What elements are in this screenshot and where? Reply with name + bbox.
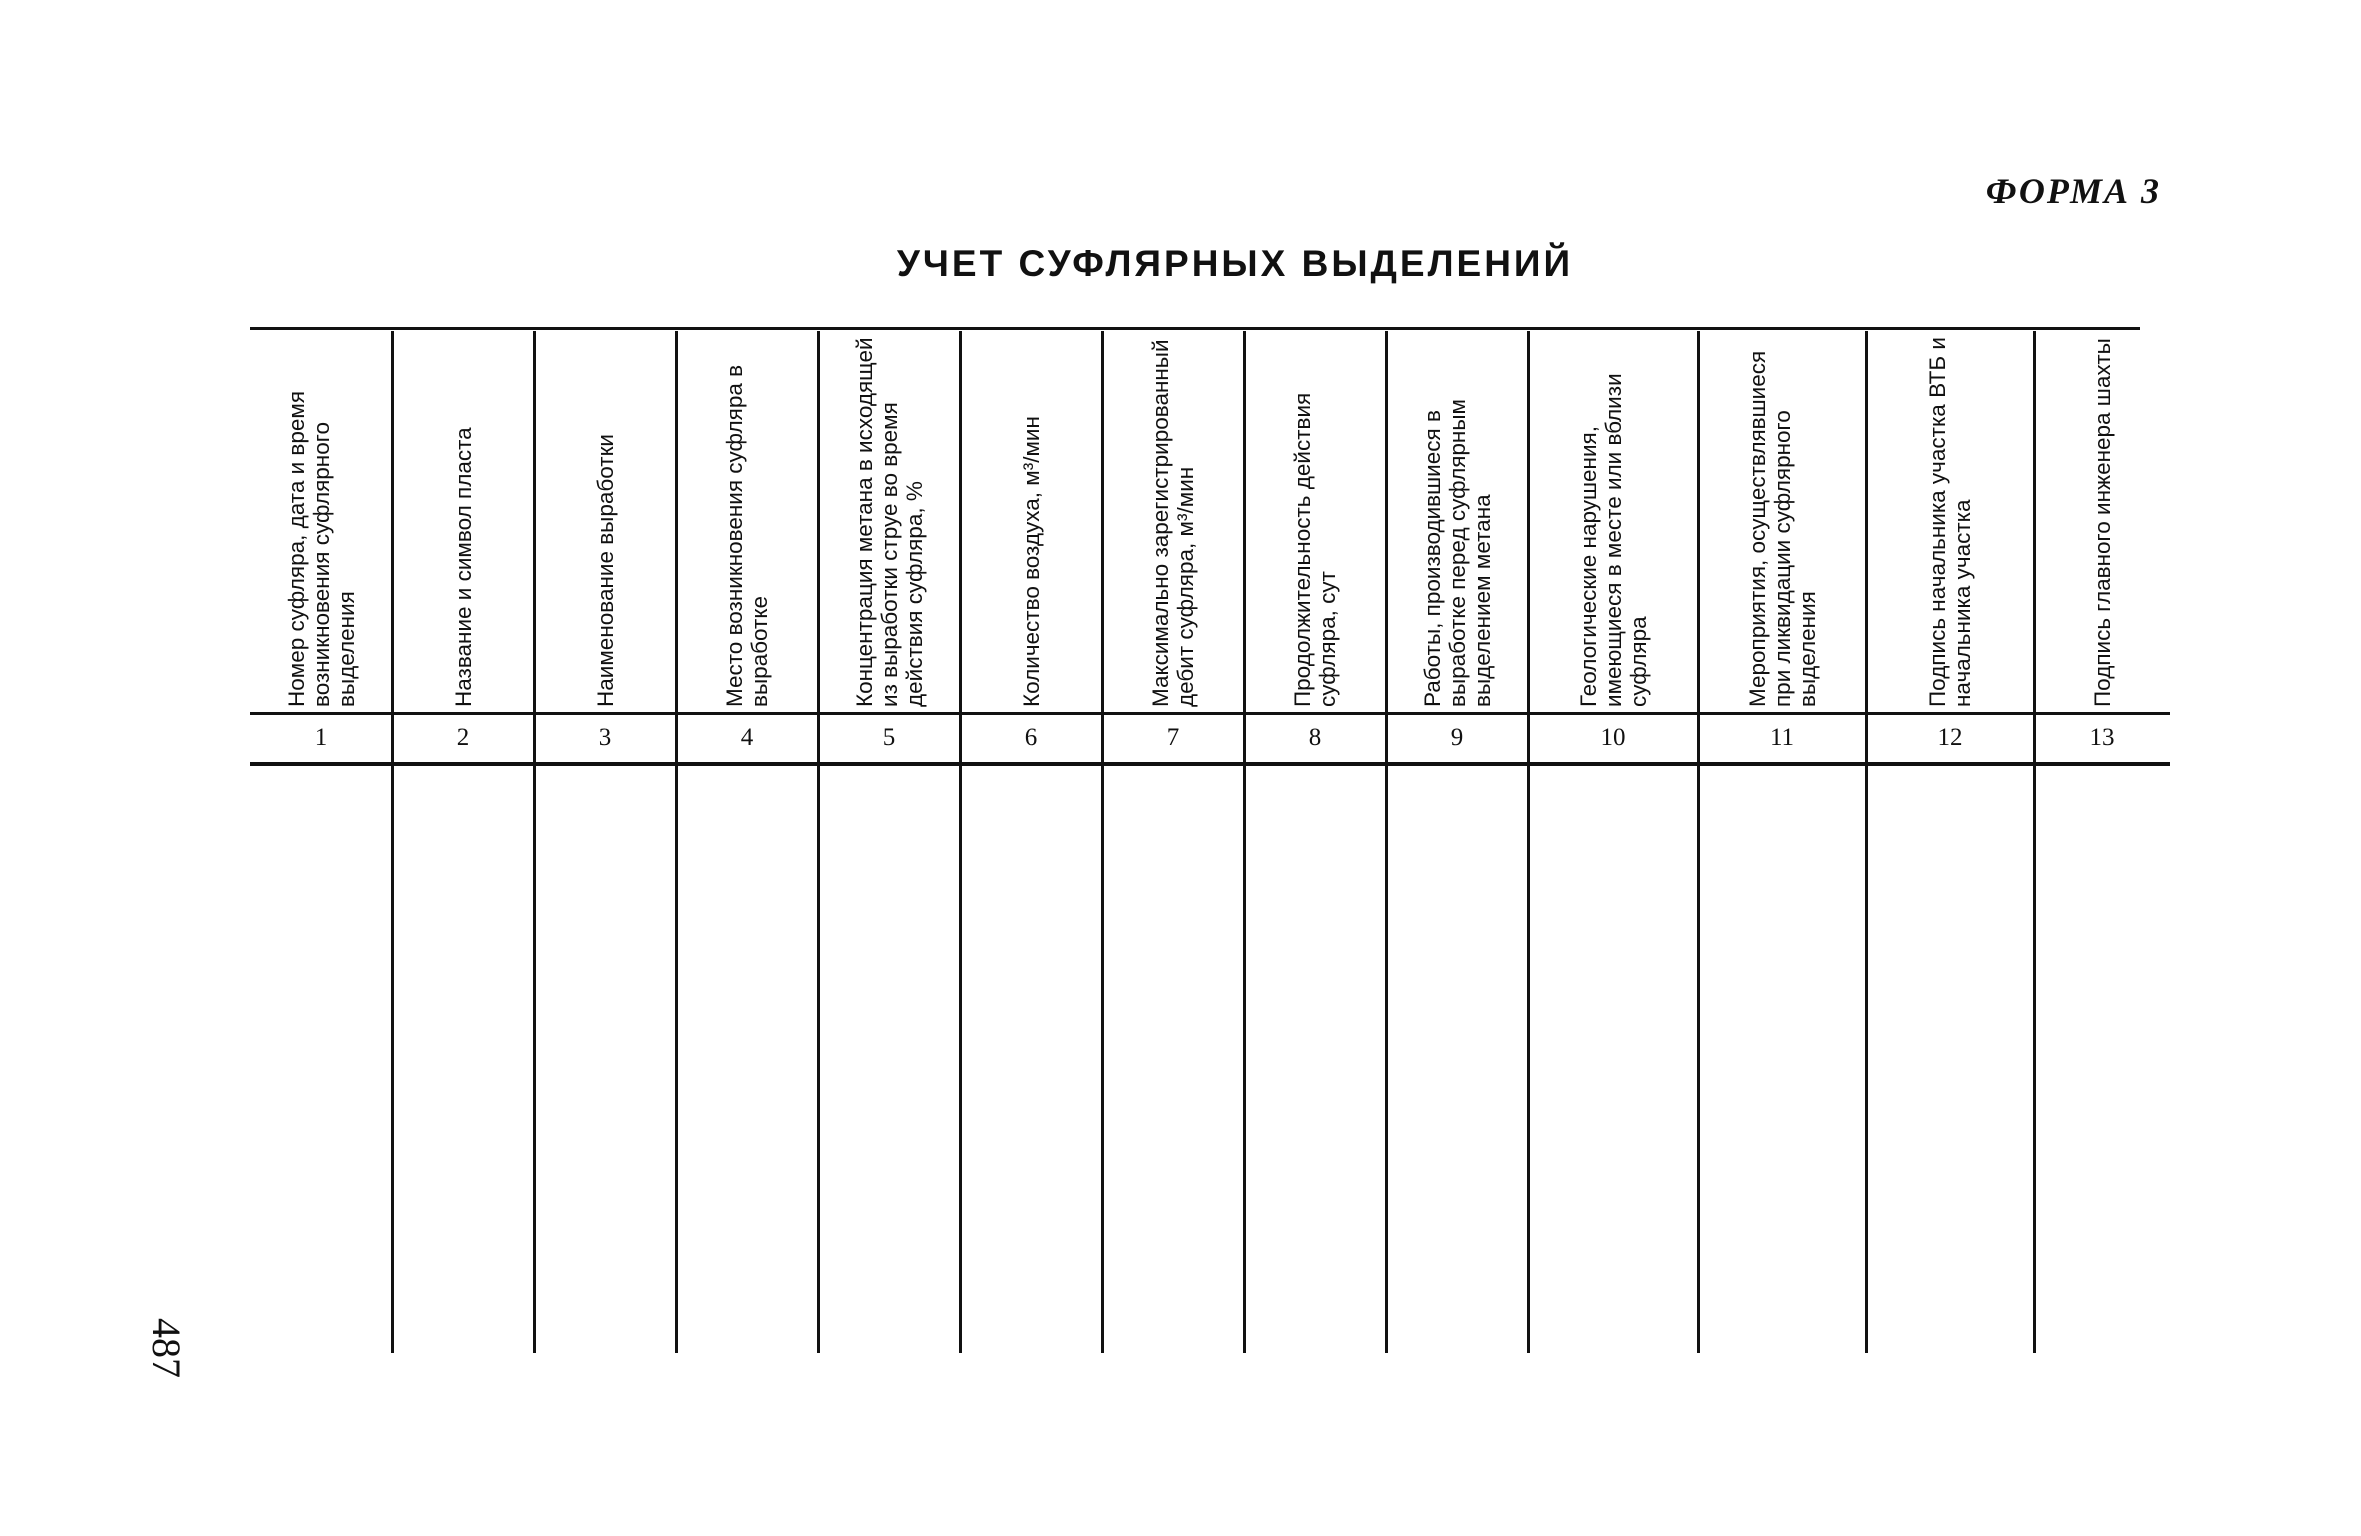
column-header-10 (1528, 333, 1698, 711)
column-divider (1385, 331, 1388, 1353)
blank-entry-cell (1244, 767, 1386, 1352)
blank-entry-cell (1528, 767, 1698, 1352)
table-top-rule (250, 327, 2140, 330)
column-header-label: Продолжительность действия суфляра, сут (1290, 392, 1340, 707)
column-header-4 (676, 333, 818, 711)
column-divider (1697, 331, 1700, 1353)
column-divider (959, 331, 962, 1353)
column-number: 4 (740, 724, 754, 751)
column-header-3 (534, 333, 676, 711)
column-number: 12 (1937, 724, 1963, 751)
column-number: 8 (1308, 724, 1322, 751)
column-header-label: Название и символ пласта (450, 427, 476, 707)
column-header-label: Геологические нарушения, имеющиеся в месте или вблизи суфляра (1575, 373, 1651, 707)
column-header-label: Количество воздуха, м³/мин (1018, 416, 1044, 707)
column-header-8 (1244, 333, 1386, 711)
column-divider (817, 331, 820, 1353)
column-header-label: Подпись главного инженера шахты (2089, 338, 2115, 707)
header-bottom-rule (250, 762, 2170, 766)
column-number: 2 (456, 724, 470, 751)
column-divider (1243, 331, 1246, 1353)
column-number: 7 (1166, 724, 1180, 751)
column-header-13 (2034, 333, 2170, 711)
blank-entry-cell (1102, 767, 1244, 1352)
record-table (250, 327, 2170, 1357)
column-header-9 (1386, 333, 1528, 711)
column-divider (533, 331, 536, 1353)
column-divider (675, 331, 678, 1353)
blank-entry-cell (960, 767, 1102, 1352)
blank-entry-cell (250, 767, 392, 1352)
blank-entry-cell (534, 767, 676, 1352)
column-header-label: Концентрация метана в исходящей из выработки струе во время действия суфляра, % (851, 337, 927, 707)
column-number: 9 (1450, 724, 1464, 751)
column-header-label: Работы, производившиеся в выработке перед суфлярным выделением метана (1419, 399, 1495, 707)
column-number: 6 (1024, 724, 1038, 751)
column-number: 1 (314, 724, 328, 751)
column-header-label: Наименование выработки (592, 434, 618, 707)
column-header-2 (392, 333, 534, 711)
column-header-7 (1102, 333, 1244, 711)
blank-entry-cell (676, 767, 818, 1352)
column-number: 10 (1600, 724, 1626, 751)
blank-entry-cell (2034, 767, 2170, 1352)
column-header-label: Номер суфляра, дата и время возникновения суфлярного выделения (283, 390, 359, 707)
column-header-label: Место возникновения суфляра в выработке (722, 364, 772, 707)
column-number: 11 (1769, 724, 1795, 751)
column-header-label: Подпись начальника участка ВТБ и начальника участка (1925, 337, 1975, 707)
blank-entry-cell (1698, 767, 1866, 1352)
column-number: 13 (2089, 724, 2115, 751)
column-number: 5 (882, 724, 896, 751)
page-title: УЧЕТ СУФЛЯРНЫХ ВЫДЕЛЕНИЙ (896, 243, 1574, 284)
column-divider (1101, 331, 1104, 1353)
column-header-11 (1698, 333, 1866, 711)
column-header-12 (1866, 333, 2034, 711)
blank-entry-cell (1866, 767, 2034, 1352)
blank-entry-cell (1386, 767, 1528, 1352)
column-divider (1527, 331, 1530, 1353)
column-header-label: Мероприятия, осуществлявшиеся при ликвидации суфлярного выделения (1744, 350, 1820, 707)
column-header-label: Максимально зарегистрированный дебит суфляра, м³/мин (1148, 339, 1198, 707)
column-header-1 (250, 333, 392, 711)
blank-entry-cell (392, 767, 534, 1352)
blank-entry-cell (818, 767, 960, 1352)
column-divider (391, 331, 394, 1353)
column-number: 3 (598, 724, 612, 751)
form-label: ФОРМА 3 (1985, 171, 2161, 211)
column-divider (1865, 331, 1868, 1353)
column-header-6 (960, 333, 1102, 711)
page-number: 487 (144, 1318, 189, 1378)
column-divider (2033, 331, 2036, 1353)
column-header-5 (818, 333, 960, 711)
